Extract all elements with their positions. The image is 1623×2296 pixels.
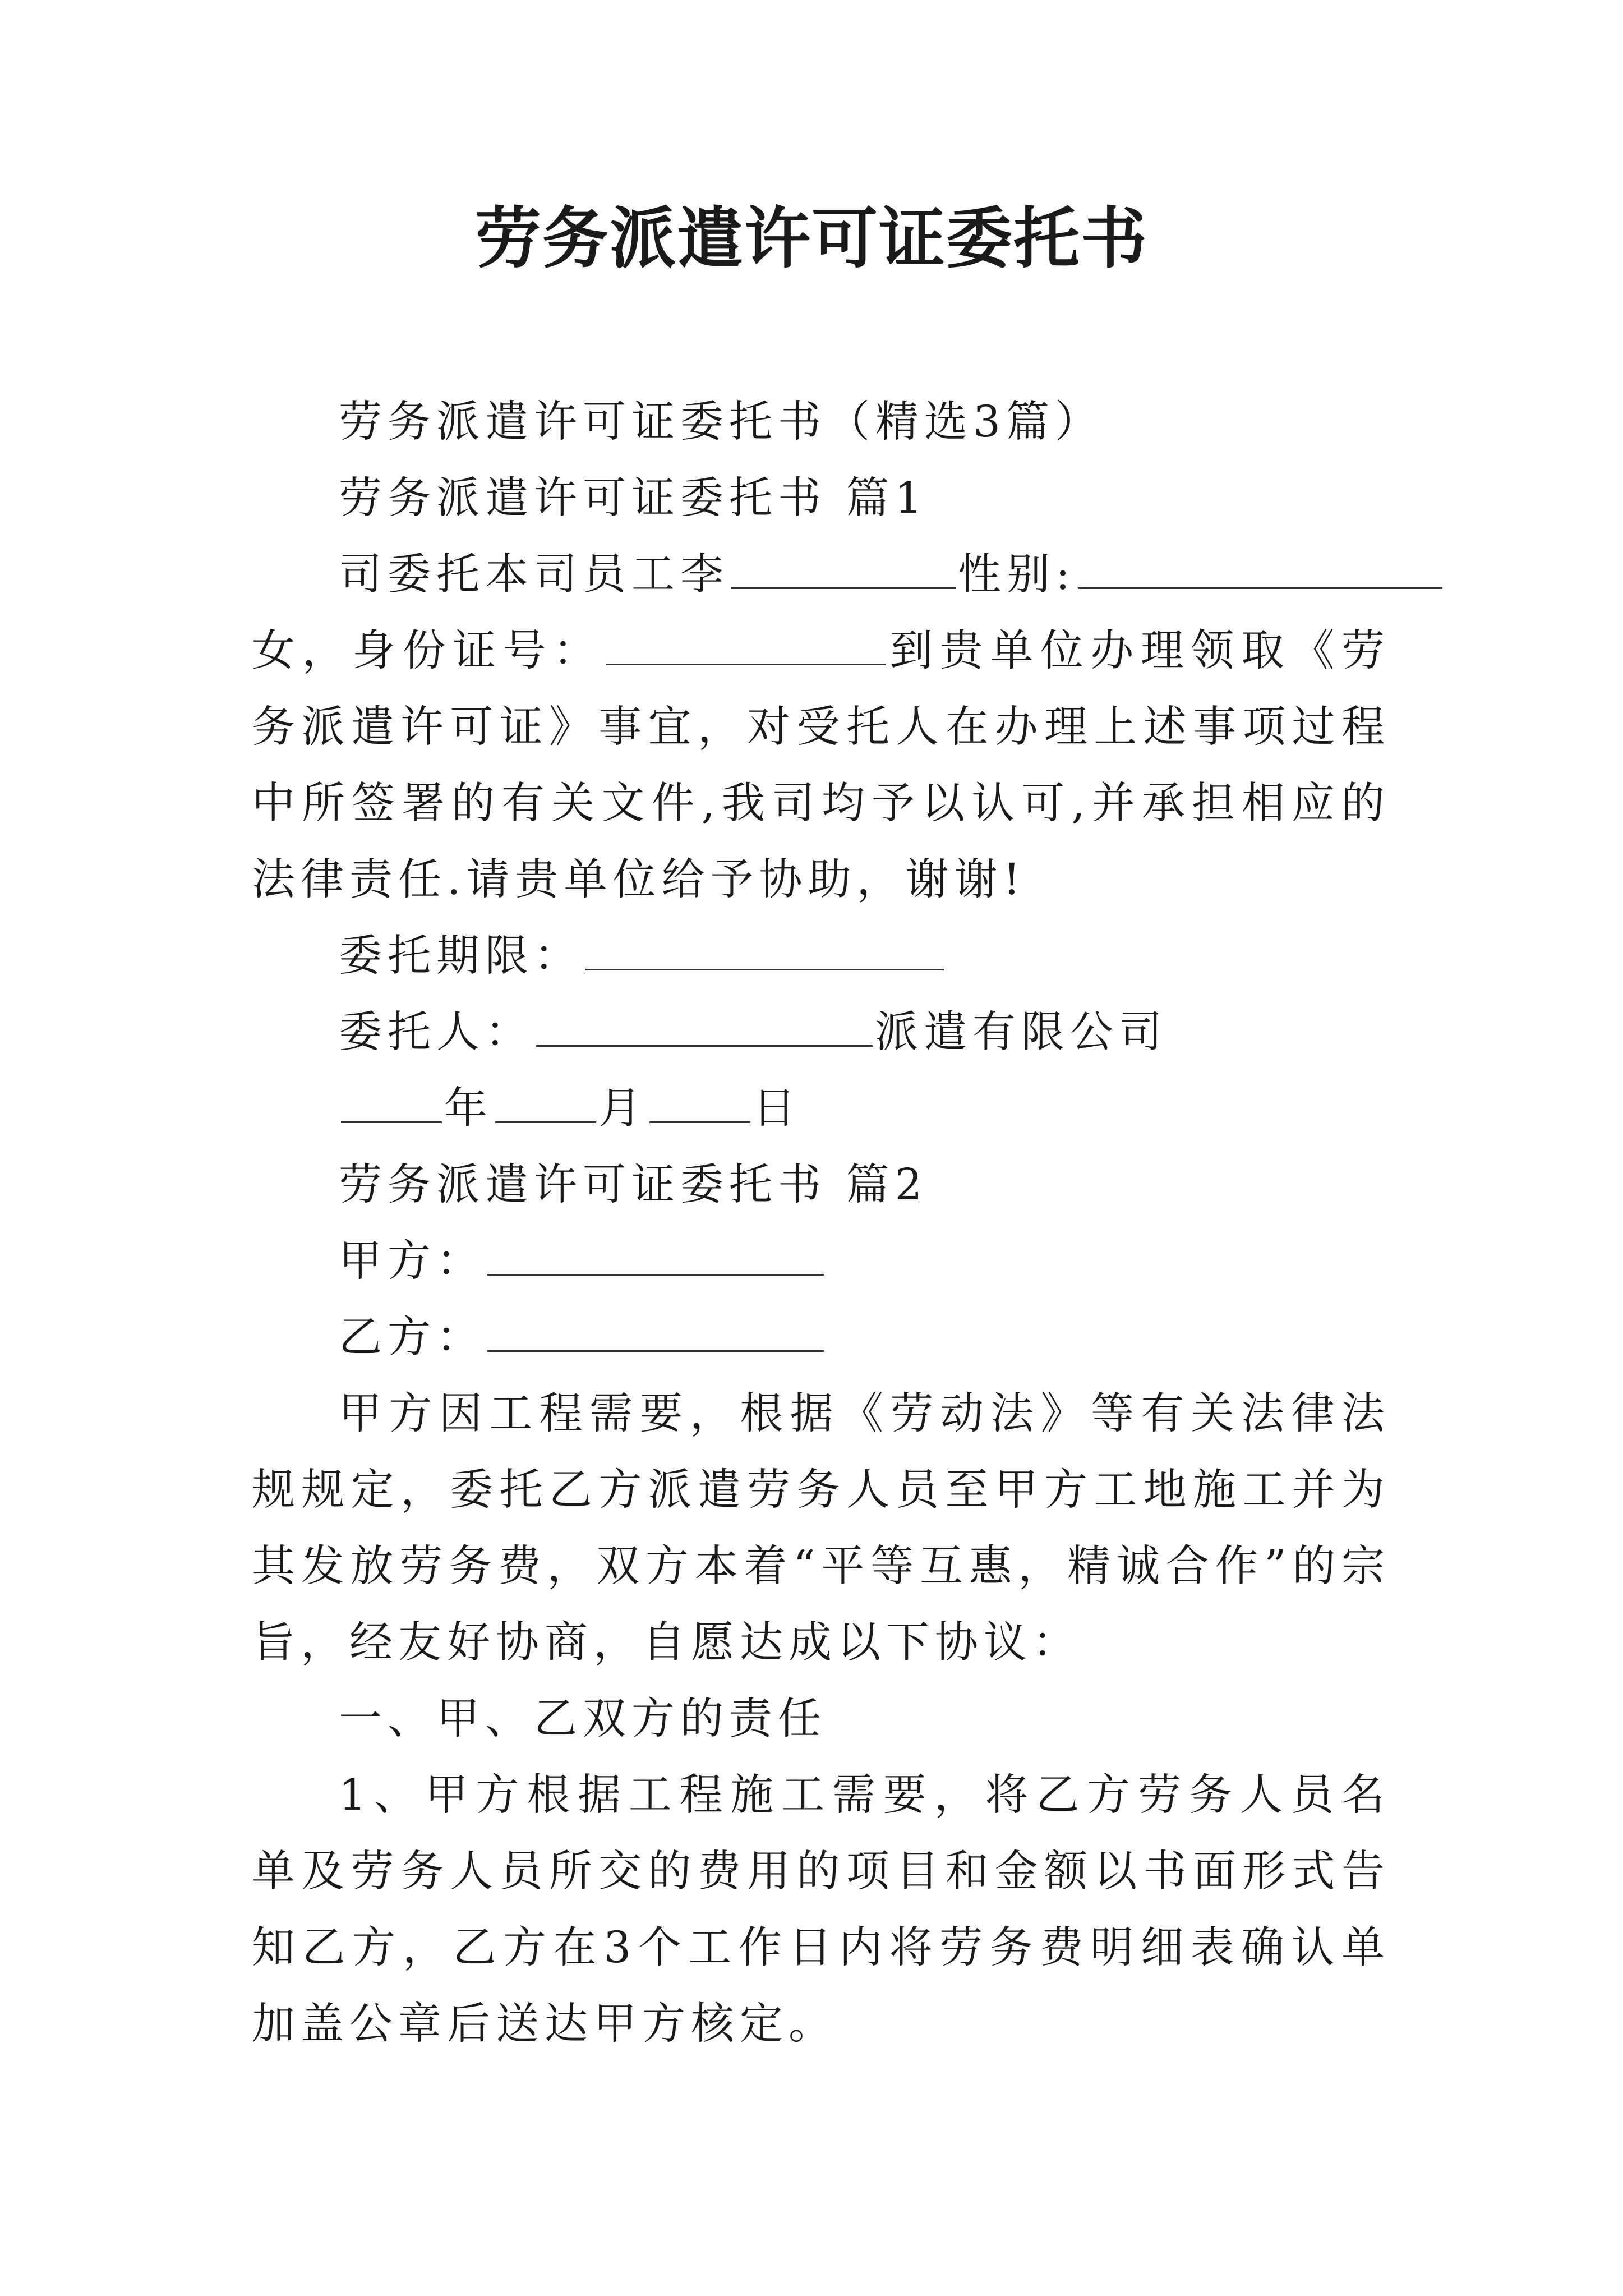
employee-name-blank: [731, 548, 956, 589]
clause-1-paragraph: 1、甲方根据工程施工需要，将乙方劳务人员名单及劳务人员所交的费用的项目和金额以书面形式告知乙方，乙方在3个工作日内将劳务费明细表确认单加盖公章后送达甲方核定。: [252, 1770, 1390, 2049]
gender-blank: [1078, 548, 1442, 589]
party-b-blank: [487, 1311, 824, 1352]
month-label: 月: [598, 1084, 647, 1134]
term-blank: [585, 930, 944, 970]
section-1-heading: 一、甲、乙双方的责任: [339, 1694, 827, 1744]
year-label: 年: [444, 1084, 493, 1134]
party-a-line: [252, 1223, 1390, 1300]
year-blank: [341, 1082, 442, 1123]
employee-line: [252, 537, 1390, 613]
term-line: [252, 918, 1390, 995]
term-label: 委托期限：: [339, 931, 583, 981]
client-blank: [536, 1006, 873, 1047]
piece1-heading: 劳务派遣许可证委托书 篇1: [339, 473, 928, 523]
authorization-text: 到贵单位办理领取《劳务派遣许可证》事宜，对受托人在办理上述事项过程中所签署的有关文件,我司均予以认可,并承担相应的法律责任.请贵单位给予协助，谢谢!: [252, 626, 1391, 905]
day-label: 日: [753, 1084, 801, 1134]
document-body: [252, 384, 1390, 2063]
intro-paragraph: 甲方因工程需要，根据《劳动法》等有关法律法规规定，委托乙方派遣劳务人员至甲方工地施工并为其发放劳务费，双方本着“平等互惠，精诚合作”的宗旨，经友好协商，自愿达成以下协议：: [252, 1389, 1390, 1668]
client-suffix: 派遣有限公司: [875, 1007, 1168, 1057]
employee-label: 司委托本司员工李: [339, 550, 729, 600]
date-line: [252, 1071, 1390, 1147]
day-blank: [649, 1082, 750, 1123]
month-blank: [495, 1082, 596, 1123]
party-b-line: [252, 1300, 1390, 1376]
party-a-blank: [487, 1235, 824, 1276]
piece2-heading: 劳务派遣许可证委托书 篇2: [339, 1160, 928, 1210]
subtitle: 劳务派遣许可证委托书（精选3篇）: [339, 397, 1104, 447]
client-line: [252, 995, 1390, 1071]
party-b-label: 乙方：: [339, 1313, 485, 1363]
authorization-paragraph: [252, 613, 1390, 918]
party-a-label: 甲方：: [339, 1236, 485, 1286]
client-label: 委托人：: [339, 1007, 534, 1057]
id-label: 女，身份证号：: [252, 626, 603, 676]
document-title: 劳务派遣许可证委托书: [474, 199, 1148, 277]
gender-label: 性别:: [958, 550, 1076, 600]
id-number-blank: [606, 624, 886, 665]
